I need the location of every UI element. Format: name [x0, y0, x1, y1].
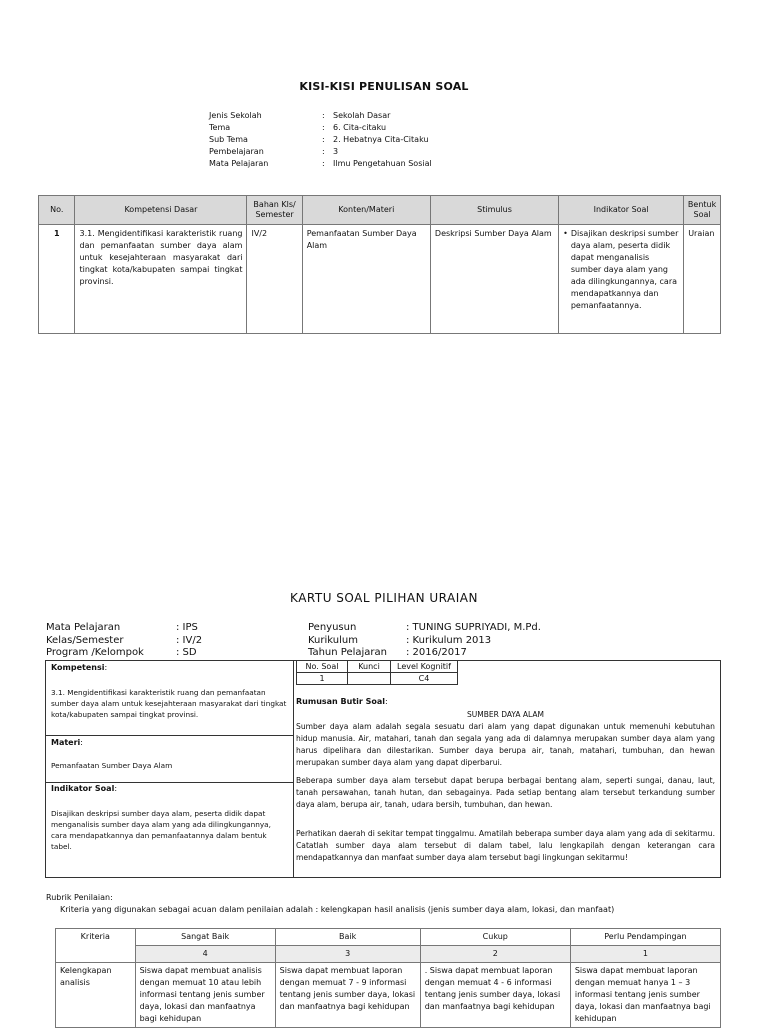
- rubrik-title: Rubrik Penilaian:: [46, 893, 113, 902]
- info-colon: :: [322, 135, 325, 144]
- kartu-info-row: [308, 635, 718, 648]
- info-colon: :: [322, 111, 325, 120]
- rubrik-table: [55, 928, 721, 1028]
- info-value: Sekolah Dasar: [333, 111, 391, 120]
- th-no: No.: [39, 196, 75, 225]
- kartu-info-value: : SD: [176, 647, 197, 658]
- indikator-label: Indikator Soal: [51, 784, 115, 793]
- colon: :: [114, 784, 118, 793]
- info-label: Mata Pelajaran: [209, 159, 269, 168]
- info-label: Pembelajaran: [209, 147, 264, 156]
- info-label: Sub Tema: [209, 135, 248, 144]
- td-materi: Pemanfaatan Sumber Daya Alam: [302, 225, 430, 334]
- table-header-row: [39, 196, 721, 225]
- td-no: 1: [39, 225, 75, 334]
- kartu-info-label: Kelas/Semester: [46, 634, 124, 646]
- rubrik-cell: Siswa dapat membuat laporan dengan memuat 7 - 9 informasi tentang jenis sumber daya, lokasi dan manfaatnya bagi kehidupan: [275, 963, 420, 1028]
- info-value: Ilmu Pengetahuan Sosial: [333, 159, 432, 168]
- soal-header: Kunci: [348, 661, 391, 673]
- kartu-info-label: Tahun Pelajaran: [308, 647, 387, 658]
- indikator-text: Disajikan deskripsi sumber daya alam, peserta didik dapat menganalisis sumber daya alam yang ada dilingkungannya, cara mendapatkannya dan pemanfaatannya.: [570, 229, 679, 310]
- kartu-title: KARTU SOAL PILIHAN URAIAN: [290, 591, 478, 605]
- info-label: Jenis Sekolah: [209, 111, 262, 120]
- rubrik-cell: . Siswa dapat membuat laporan dengan memuat 4 - 6 informasi tentang jenis sumber daya, lokasi dan manfaatnya bagi kehidupan: [420, 963, 570, 1028]
- kartu-right-info: [308, 622, 718, 660]
- rubrik-score: 2: [420, 946, 570, 963]
- soal-kunci: [348, 673, 391, 685]
- materi-heading: [46, 737, 293, 748]
- kisi-table: [38, 195, 721, 334]
- info-colon: :: [322, 147, 325, 156]
- kisi-info: [209, 110, 432, 170]
- kartu-left-column: [46, 661, 294, 877]
- td-kelas: IV/2: [247, 225, 302, 334]
- td-indikator: [559, 225, 684, 334]
- materi-text: Pemanfaatan Sumber Daya Alam: [51, 761, 173, 770]
- kisi-title: KISI-KISI PENULISAN SOAL: [299, 80, 469, 93]
- kartu-info-value: : IPS: [176, 622, 198, 633]
- info-row: [209, 122, 387, 134]
- rubrik-cell: Siswa dapat membuat laporan dengan memuat hanya 1 – 3 informasi tentang jenis sumber daya, lokasi dan manfaatnya bagi kehidupan: [570, 963, 720, 1028]
- kartu-info-label: Penyusun: [308, 622, 357, 633]
- rumusan-paragraph: Perhatikan daerah di sekitar tempat tinggalmu. Amatilah beberapa sumber daya alam yang ada di sekitarmu. Catatlah sumber daya alam tersebut di dalam tabel, lalu lengkapilah dengan keterangan cara mendapatkannya dan manfaat sumber daya alam tersebut bagi lingkungan sekitarmu!: [296, 829, 715, 862]
- info-colon: :: [322, 123, 325, 132]
- td-stimulus: Deskripsi Sumber Daya Alam: [430, 225, 558, 334]
- info-value: 6. Cita-citaku: [333, 123, 387, 132]
- rubrik-score: 1: [570, 946, 720, 963]
- rubrik-score: 3: [275, 946, 420, 963]
- colon: :: [104, 663, 108, 672]
- kartu-left-info: [46, 622, 296, 660]
- kartu-info-label: Mata Pelajaran: [46, 622, 121, 633]
- rumusan-heading: [296, 697, 388, 706]
- info-value: 2. Hebatnya Cita-Citaku: [333, 135, 429, 144]
- info-row: [209, 134, 429, 146]
- rumusan-paragraph: Beberapa sumber daya alam tersebut dapat berupa berbagai bentang alam, seperti sungai, danau, laut, tanah persawahan, tanah hutan, dan sebagainya. Pada setiap bentang alam tersebut terkandung sumber daya alam, berupa air, tanah, udara bersih, tumbuhan, dan hewan.: [296, 776, 715, 809]
- kartu-info-row: [46, 635, 296, 648]
- table-row: [56, 963, 721, 1028]
- soal-value-row: [297, 673, 458, 685]
- soal-no: 1: [297, 673, 348, 685]
- kartu-info-row: [308, 647, 718, 660]
- indikator-heading: [46, 783, 293, 794]
- th-kd: Kompetensi Dasar: [75, 196, 247, 225]
- info-row: [209, 158, 432, 170]
- rubrik-criteria: Kriteria yang digunakan sebagai acuan dalam penilaian adalah : kelengkapan hasil analisis (jenis sumber daya alam, lokasi, dan manfaat): [60, 905, 615, 914]
- rubrik-header: Baik: [275, 929, 420, 946]
- th-indikator: Indikator Soal: [559, 196, 684, 225]
- rubrik-header: Perlu Pendampingan: [570, 929, 720, 946]
- soal-header-row: [297, 661, 458, 673]
- kartu-info-value: : Kurikulum 2013: [406, 634, 492, 646]
- th-bentuk: Bentuk Soal: [684, 196, 721, 225]
- bullet-icon: •: [563, 229, 568, 238]
- td-bentuk: Uraian: [684, 225, 721, 334]
- kartu-info-row: [46, 622, 296, 635]
- rubrik-score-row: [56, 946, 721, 963]
- table-row: [39, 225, 721, 334]
- rubrik-kriteria: Kelengkapan analisis: [56, 963, 136, 1028]
- soal-info-table: [296, 660, 458, 685]
- th-kelas: Bahan Kls/ Semester: [247, 196, 302, 225]
- info-value: 3: [333, 147, 339, 156]
- kartu-info-value: : 2016/2017: [406, 647, 467, 658]
- soal-level: C4: [391, 673, 458, 685]
- kartu-info-label: Program /Kelompok: [46, 647, 144, 658]
- colon: :: [80, 738, 83, 747]
- rubrik-header-row: [56, 929, 721, 946]
- rumusan-subtitle: SUMBER DAYA ALAM: [467, 710, 544, 719]
- rubrik-header: Sangat Baik: [135, 929, 275, 946]
- info-colon: :: [322, 159, 325, 168]
- indikator-text: Disajikan deskripsi sumber daya alam, peserta didik dapat menganalisis sumber daya alam yang ada dilingkungannya, cara mendapatkannya dan pemanfaatannya dalam bentuk tabel.: [51, 809, 271, 851]
- kartu-info-row: [308, 622, 718, 635]
- rubrik-score: 4: [135, 946, 275, 963]
- kartu-info-row: [46, 647, 296, 660]
- materi-label: Materi: [51, 738, 81, 747]
- kartu-info-value: : TUNING SUPRIYADI, M.Pd.: [406, 622, 541, 633]
- kartu-info-value: : IV/2: [176, 634, 203, 646]
- rumusan-label: Rumusan Butir Soal: [296, 697, 386, 706]
- rubrik-cell: Siswa dapat membuat analisis dengan memuat 10 atau lebih informasi tentang jenis sumber daya, lokasi dan manfaatnya bagi kehidupan: [135, 963, 275, 1028]
- info-label: Tema: [209, 123, 231, 132]
- rumusan-paragraph: Sumber daya alam adalah segala sesuatu dari alam yang dapat digunakan untuk memenuhi kebutuhan hidup manusia. Air, matahari, tanah dan segala yang ada di dalamnya merupakan sumber daya alam yang harus dipelihara dan dilestarikan. Sumber daya berupa air, tanah, matahari, tumbuhan, dan hewan merupakan sumber daya alam yang dapat diperbarui.: [296, 722, 715, 767]
- kompetensi-text: 3.1. Mengidentifikasi karakteristik ruang dan pemanfaatan sumber daya alam untuk kesejahteraan masyarakat dari tingkat kota/kabupaten sampai tingkat provinsi.: [51, 688, 287, 719]
- colon: :: [385, 697, 388, 706]
- rubrik-header: Kriteria: [56, 929, 136, 963]
- th-materi: Konten/Materi: [302, 196, 430, 225]
- section-divider: [46, 735, 293, 736]
- th-stimulus: Stimulus: [430, 196, 558, 225]
- kompetensi-heading: [46, 662, 293, 673]
- kompetensi-label: Kompetensi: [51, 663, 105, 672]
- rubrik-header: Cukup: [420, 929, 570, 946]
- soal-header: No. Soal: [297, 661, 348, 673]
- kartu-info-label: Kurikulum: [308, 634, 358, 646]
- soal-header: Level Kognitif: [391, 661, 458, 673]
- td-kd: 3.1. Mengidentifikasi karakteristik ruang dan pemanfaatan sumber daya alam untuk kesejahteraan masyarakat dari tingkat kota/kabupaten sampai tingkat provinsi.: [75, 225, 247, 334]
- info-row: [209, 146, 339, 158]
- info-row: [209, 110, 391, 122]
